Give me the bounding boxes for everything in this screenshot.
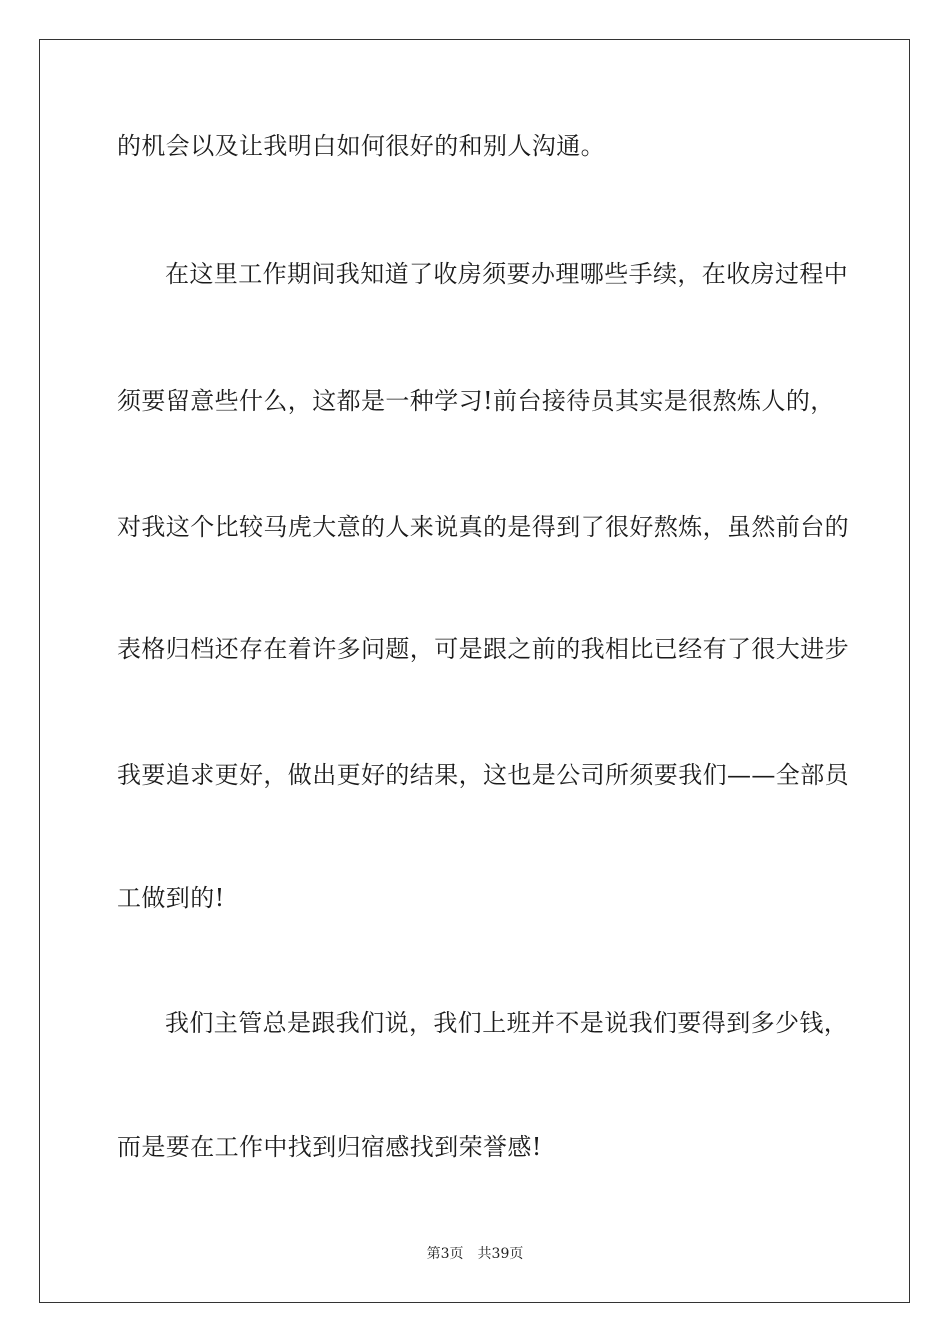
text-line-9: 而是要在工作中找到归宿感找到荣誉感!: [117, 1133, 542, 1161]
text-line-1: 的机会以及让我明白如何很好的和别人沟通。: [117, 132, 605, 160]
text-line-4: 对我这个比较马虎大意的人来说真的是得到了很好熬炼，虽然前台的: [117, 513, 849, 541]
text-line-7: 工做到的!: [117, 884, 225, 912]
page-footer: [0, 1245, 950, 1263]
text-line-6: 我要追求更好，做出更好的结果，这也是公司所须要我们——全部员: [117, 761, 849, 789]
page-border: [39, 39, 910, 1303]
text-line-8: 我们主管总是跟我们说，我们上班并不是说我们要得到多少钱，: [165, 1009, 849, 1037]
text-line-3: 须要留意些什么，这都是一种学习!前台接待员其实是很熬炼人的，: [117, 387, 835, 415]
text-line-5: 表格归档还存在着许多问题，可是跟之前的我相比已经有了很大进步: [117, 635, 849, 663]
page-number: 第3页: [426, 1246, 464, 1262]
total-pages: 共39页: [477, 1246, 524, 1262]
text-line-2: 在这里工作期间我知道了收房须要办理哪些手续，在收房过程中: [165, 260, 849, 288]
